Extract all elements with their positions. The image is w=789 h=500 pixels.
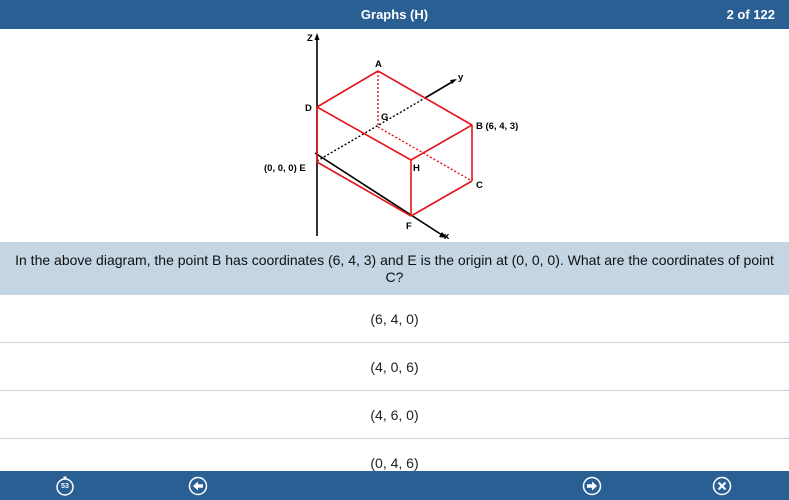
label-x: x [444,231,450,242]
previous-button[interactable] [188,476,208,496]
edge-d-a [317,71,378,107]
label-a: A [375,59,382,70]
label-d: D [305,103,312,114]
question-panel [0,242,789,295]
answer-option-3[interactable]: (4, 6, 0) [0,391,789,439]
edge-g-c [378,127,472,181]
cuboid-diagram [0,29,789,242]
label-h: H [413,163,420,174]
answer-option-4[interactable]: (0, 4, 6) [0,439,789,471]
next-button[interactable] [582,476,602,496]
edge-e-f [317,162,411,216]
x-axis [315,153,442,235]
cuboid-hidden-edges [378,71,472,181]
label-e: (0, 0, 0) E [264,163,306,174]
edge-b-h [411,125,472,160]
bottom-bar [0,471,789,500]
label-z: Z [307,33,313,44]
diagram-svg [0,29,789,242]
z-axis-arrow [315,33,320,40]
timer-value: 53 [61,483,69,490]
y-axis [425,82,452,98]
label-g: G [381,112,389,123]
answer-option-2[interactable]: (4, 0, 6) [0,343,789,391]
previous-arrow-icon [188,476,208,496]
timer-button[interactable] [55,476,75,496]
close-icon [712,476,732,496]
top-bar [0,0,789,29]
next-arrow-icon [582,476,602,496]
cuboid-edges [317,71,472,216]
label-b: B (6, 4, 3) [476,121,519,132]
label-c: C [476,180,483,191]
close-button[interactable] [712,476,732,496]
y-axis-hidden [317,98,425,161]
label-f: F [406,221,412,232]
question-counter: 2 of 122 [726,7,775,22]
page-title: Graphs (H) [360,7,429,22]
answer-option-1[interactable]: (6, 4, 0) [0,295,789,343]
label-y: y [458,72,464,83]
question-text: In the above diagram, the point B has coordinates (6, 4, 3) and E is the origin at (0, 0, 0). What are the coordinates of point C? [15,251,774,285]
edge-f-c [411,181,472,216]
answer-list [0,295,789,471]
